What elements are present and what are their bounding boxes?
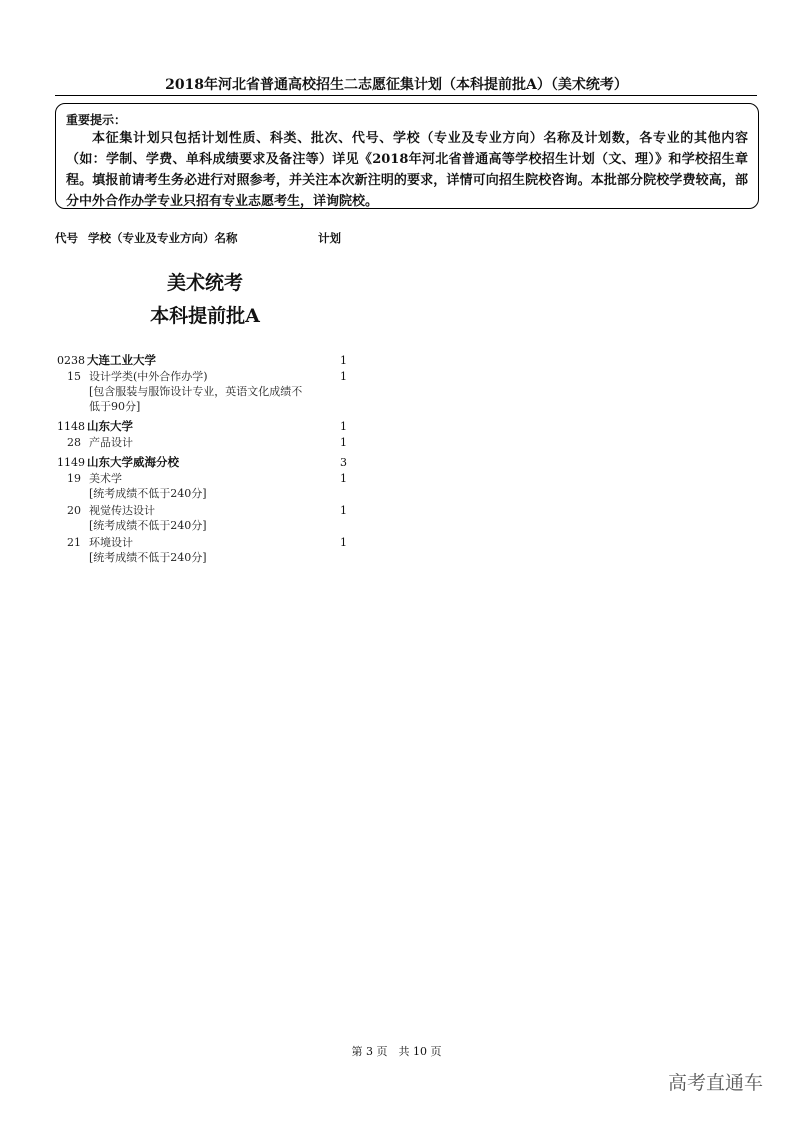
- major-plan: 1: [340, 536, 347, 549]
- school-code: 0238: [57, 354, 85, 367]
- notice-heading: 重要提示：: [66, 113, 127, 127]
- school-name: 山东大学威海分校: [87, 455, 179, 469]
- page-number: 第 3 页 共 10 页: [351, 1045, 442, 1058]
- major-item: [55, 369, 355, 414]
- major-code: 15: [67, 370, 81, 383]
- school-code: 1148: [57, 420, 85, 433]
- major-note: [统考成绩不低于240分]: [89, 519, 207, 532]
- column-header-code: 代号: [55, 231, 78, 245]
- column-header-school: 学校（专业及专业方向）名称: [88, 231, 238, 245]
- notice-box: [55, 103, 759, 209]
- major-item: [55, 471, 355, 501]
- major-note: [包含服装与服饰设计专业，英语文化成绩不低于90分]: [89, 385, 303, 413]
- major-name: 视觉传达设计: [89, 504, 155, 517]
- school-row: [55, 418, 355, 435]
- school-plan: 3: [340, 456, 347, 469]
- school-listing: [55, 352, 355, 567]
- school-row: [55, 454, 355, 471]
- watermark: 高考直通车: [667, 1072, 763, 1094]
- major-note: [统考成绩不低于240分]: [89, 551, 207, 564]
- school-plan: 1: [340, 420, 347, 433]
- major-code: 28: [67, 436, 81, 449]
- major-plan: 1: [340, 472, 347, 485]
- column-header-plan: 计划: [318, 231, 341, 245]
- major-note: [统考成绩不低于240分]: [89, 487, 207, 500]
- category-batch: 本科提前批A: [150, 305, 260, 327]
- major-name: 美术学: [89, 472, 122, 485]
- major-plan: 1: [340, 370, 347, 383]
- major-plan: 1: [340, 504, 347, 517]
- major-code: 21: [67, 536, 81, 549]
- notice-body: 本征集计划只包括计划性质、科类、批次、代号、学校（专业及专业方向）名称及计划数，各专业的其他内容（如：学制、学费、单科成绩要求及备注等）详见《2018年河北省普通高等学校招生计划（文、理）》和学校招生章程。填报前请考生务必进行对照参考，并关注本次新注明的要求，详情可向招生院校咨询。本批部分院校学费较高，部分中外合作办学专业只招有专业志愿考生，详询院校。: [66, 131, 748, 209]
- major-code: 20: [67, 504, 81, 517]
- major-code: 19: [67, 472, 81, 485]
- major-name: 环境设计: [89, 536, 133, 549]
- school-code: 1149: [57, 456, 85, 469]
- major-item: [55, 503, 355, 533]
- school-plan: 1: [340, 354, 347, 367]
- major-item: [55, 535, 355, 565]
- document-title: 2018年河北省普通高校招生二志愿征集计划（本科提前批A）（美术统考）: [165, 77, 628, 93]
- title-rule: [55, 95, 757, 96]
- school-row: [55, 352, 355, 369]
- category-type: 美术统考: [166, 272, 243, 294]
- school-name: 大连工业大学: [87, 353, 156, 367]
- major-name: 产品设计: [89, 436, 133, 449]
- major-plan: 1: [340, 436, 347, 449]
- major-name: 设计学类(中外合作办学): [89, 370, 208, 383]
- school-name: 山东大学: [87, 419, 133, 433]
- major-item: [55, 435, 355, 450]
